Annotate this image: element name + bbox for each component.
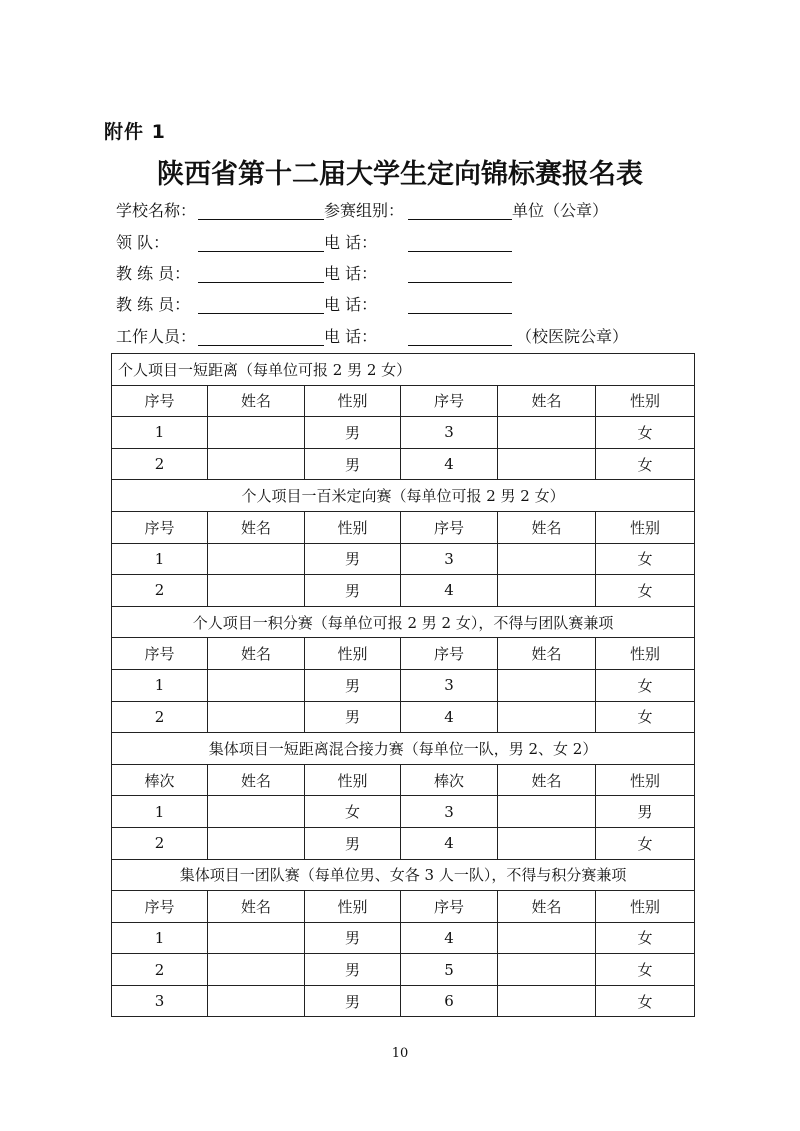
table-cell: 1 (112, 669, 208, 701)
school-row (116, 198, 716, 224)
section-title-row (112, 354, 695, 386)
coach-phone-field[interactable] (408, 282, 512, 283)
column-header: 序号 (112, 891, 208, 923)
name-cell[interactable] (208, 543, 305, 575)
column-header: 姓名 (208, 891, 305, 923)
table-cell: 1 (112, 543, 208, 575)
name-cell[interactable] (208, 796, 305, 828)
table-cell: 女 (596, 669, 695, 701)
section-title-row (112, 606, 695, 638)
coach-label: 教 练 员： (116, 295, 191, 314)
table-cell: 女 (596, 954, 695, 986)
table-cell: 女 (596, 448, 695, 480)
column-header: 性别 (305, 638, 401, 670)
coach-row-1 (116, 261, 716, 287)
name-cell[interactable] (208, 669, 305, 701)
column-header: 序号 (112, 385, 208, 417)
table-row (112, 669, 695, 701)
table-cell: 3 (401, 543, 498, 575)
column-header: 性别 (305, 891, 401, 923)
header-row (112, 891, 695, 923)
table-row (112, 954, 695, 986)
group-label: 参赛组别： (324, 201, 405, 220)
table-cell: 2 (112, 448, 208, 480)
name-cell[interactable] (498, 543, 596, 575)
table-row (112, 701, 695, 733)
column-header: 序号 (401, 891, 498, 923)
staff-field[interactable] (198, 345, 324, 346)
name-cell[interactable] (498, 669, 596, 701)
column-header: 性别 (596, 511, 695, 543)
column-header: 性别 (596, 891, 695, 923)
leader-field[interactable] (198, 251, 324, 252)
name-cell[interactable] (498, 448, 596, 480)
name-cell[interactable] (498, 827, 596, 859)
coach-phone-field[interactable] (408, 313, 512, 314)
column-header: 性别 (305, 764, 401, 796)
name-cell[interactable] (208, 827, 305, 859)
table-row (112, 985, 695, 1017)
attachment-label: 附件 1 (104, 121, 166, 143)
header-row (112, 764, 695, 796)
table-cell: 女 (596, 701, 695, 733)
table-cell: 男 (305, 448, 401, 480)
table-row (112, 827, 695, 859)
name-cell[interactable] (498, 417, 596, 449)
table-cell: 3 (401, 669, 498, 701)
table-cell: 女 (596, 543, 695, 575)
staff-phone-label: 电 话： (324, 327, 378, 346)
table-cell: 男 (305, 922, 401, 954)
column-header: 姓名 (498, 891, 596, 923)
table-cell: 女 (596, 417, 695, 449)
table-cell: 4 (401, 922, 498, 954)
coach-phone-label: 电 话： (324, 264, 378, 283)
registration-table (111, 353, 695, 1017)
name-cell[interactable] (498, 701, 596, 733)
section-title: 个人项目一短距离（每单位可报 2 男 2 女） (112, 354, 695, 386)
table-row (112, 448, 695, 480)
column-header: 序号 (112, 511, 208, 543)
school-label: 学校名称： (116, 201, 197, 220)
name-cell[interactable] (498, 954, 596, 986)
coach-field[interactable] (198, 313, 324, 314)
header-row (112, 638, 695, 670)
table-cell: 4 (401, 701, 498, 733)
table-row (112, 796, 695, 828)
table-cell: 男 (305, 827, 401, 859)
header-row (112, 511, 695, 543)
table-cell: 男 (305, 985, 401, 1017)
table-cell: 4 (401, 827, 498, 859)
coach-label: 教 练 员： (116, 264, 191, 283)
column-header: 性别 (596, 764, 695, 796)
section-title: 个人项目一积分赛（每单位可报 2 男 2 女），不得与团队赛兼项 (112, 606, 695, 638)
table-cell: 3 (401, 796, 498, 828)
name-cell[interactable] (498, 796, 596, 828)
column-header: 姓名 (498, 511, 596, 543)
table-cell: 1 (112, 922, 208, 954)
column-header: 性别 (596, 385, 695, 417)
school-name-field[interactable] (198, 219, 324, 220)
table-cell: 2 (112, 575, 208, 607)
table-row (112, 543, 695, 575)
name-cell[interactable] (208, 954, 305, 986)
leader-phone-field[interactable] (408, 251, 512, 252)
table-cell: 2 (112, 827, 208, 859)
column-header: 序号 (401, 638, 498, 670)
section-title-row (112, 859, 695, 891)
section-title: 集体项目一团队赛（每单位男、女各 3 人一队），不得与积分赛兼项 (112, 859, 695, 891)
table-cell: 女 (596, 827, 695, 859)
column-header: 棒次 (112, 764, 208, 796)
table-cell: 2 (112, 701, 208, 733)
name-cell[interactable] (208, 922, 305, 954)
table-cell: 女 (596, 922, 695, 954)
coach-phone-label: 电 话： (324, 295, 378, 314)
name-cell[interactable] (208, 448, 305, 480)
table-row (112, 575, 695, 607)
table-cell: 女 (305, 796, 401, 828)
coach-row-2 (116, 292, 716, 318)
name-cell[interactable] (498, 985, 596, 1017)
header-row (112, 385, 695, 417)
table-row (112, 922, 695, 954)
group-field[interactable] (408, 219, 512, 220)
name-cell[interactable] (208, 701, 305, 733)
name-cell[interactable] (208, 985, 305, 1017)
staff-label: 工作人员： (116, 327, 197, 346)
table-row (112, 417, 695, 449)
form-title: 陕西省第十二届大学生定向锦标赛报名表 (157, 159, 643, 190)
column-header: 姓名 (208, 511, 305, 543)
table-cell: 4 (401, 575, 498, 607)
table-cell: 男 (305, 543, 401, 575)
staff-row (116, 324, 716, 350)
table-cell: 6 (401, 985, 498, 1017)
table-cell: 男 (305, 575, 401, 607)
table-cell: 女 (596, 985, 695, 1017)
column-header: 性别 (596, 638, 695, 670)
column-header: 姓名 (208, 638, 305, 670)
table-cell: 1 (112, 417, 208, 449)
table-cell: 2 (112, 954, 208, 986)
table-cell: 男 (305, 669, 401, 701)
column-header: 性别 (305, 385, 401, 417)
table-cell: 男 (596, 796, 695, 828)
column-header: 姓名 (208, 764, 305, 796)
unit-stamp-label: 单位（公章） (512, 201, 609, 220)
table-cell: 男 (305, 954, 401, 986)
column-header: 姓名 (208, 385, 305, 417)
table-cell: 男 (305, 701, 401, 733)
column-header: 序号 (401, 385, 498, 417)
column-header: 姓名 (498, 385, 596, 417)
coach-field[interactable] (198, 282, 324, 283)
page-number: 10 (391, 1046, 409, 1061)
table-cell: 男 (305, 417, 401, 449)
leader-row (116, 230, 716, 256)
name-cell[interactable] (498, 922, 596, 954)
table-cell: 5 (401, 954, 498, 986)
section-title: 集体项目一短距离混合接力赛（每单位一队，男 2、女 2） (112, 733, 695, 765)
column-header: 棒次 (401, 764, 498, 796)
clinic-stamp-label: （校医院公章） (516, 327, 629, 346)
section-title-row (112, 480, 695, 512)
column-header: 姓名 (498, 764, 596, 796)
section-title-row (112, 733, 695, 765)
leader-phone-label: 电 话： (324, 233, 378, 252)
table-cell: 3 (112, 985, 208, 1017)
column-header: 序号 (112, 638, 208, 670)
section-title: 个人项目一百米定向赛（每单位可报 2 男 2 女） (112, 480, 695, 512)
staff-phone-field[interactable] (408, 345, 512, 346)
table-cell: 4 (401, 448, 498, 480)
column-header: 性别 (305, 511, 401, 543)
column-header: 序号 (401, 511, 498, 543)
name-cell[interactable] (208, 417, 305, 449)
name-cell[interactable] (498, 575, 596, 607)
table-cell: 1 (112, 796, 208, 828)
table-cell: 3 (401, 417, 498, 449)
leader-label: 领 队： (116, 233, 170, 252)
column-header: 姓名 (498, 638, 596, 670)
name-cell[interactable] (208, 575, 305, 607)
table-cell: 女 (596, 575, 695, 607)
